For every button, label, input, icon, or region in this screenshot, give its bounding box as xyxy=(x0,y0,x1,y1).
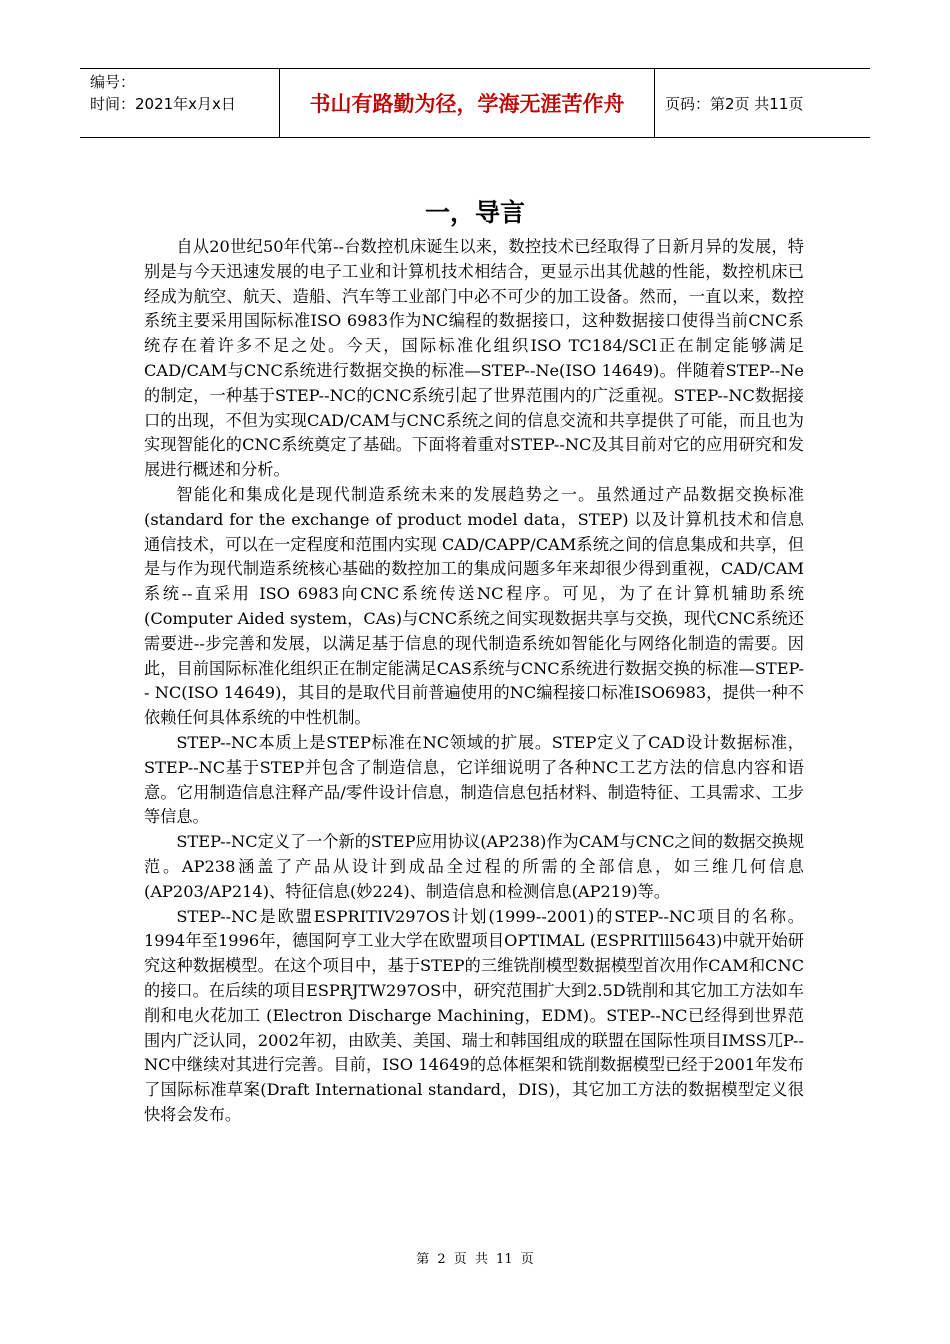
paragraph: STEP--NC本质上是STEP标准在NC领域的扩展。STEP定义了CAD设计数据标准，STEP--NC基于STEP并包含了制造信息，它详细说明了各种NC工艺方法的信息内容和语意。它用制造信息注释产品/零件设计信息，制造信息包括材料、制造特征、工具需求、工步等信息。 xyxy=(144,732,804,827)
header-info xyxy=(80,69,280,137)
document-number-label: 编号： xyxy=(90,73,136,91)
page-footer: 第 2 页 共 11 页 xyxy=(416,1252,534,1267)
page-header xyxy=(80,68,870,138)
document-body xyxy=(144,235,804,1128)
paragraph: STEP--NC定义了一个新的STEP应用协议(AP238)作为CAM与CNC之间的数据交换规范。AP238涵盖了产品从设计到成品全过程的所需的全部信息，如三维几何信息(AP203/AP214)、特征信息(妙224)、制造信息和检测信息(AP219)等。 xyxy=(144,832,805,901)
paragraph: STEP--NC是欧盟ESPRITIV297OS计划(1999--2001)的STEP--NC项目的名称。1994年至1996年，德国阿亨工业大学在欧盟项目OPTIMAL (ESPRITlll5643)中就开始研究这种数据模型。在这个项目中，基于STEP的三维铣削模型数据模型首次用作CAM和CNC的接口。在后续的项目ESPRJTW297OS中，研究范围扩大到2.5D铣削和其它加工方法如车削和电火花加工 (Electron Discharge Machining，EDM)。STEP--NC已经得到世界范围内广泛认同，2002年初，由欧美、美国、瑞士和韩国组成的联盟在国际性项目IMSS兀P--NC中继续对其进行完善。目前，ISO 14649的总体框架和铣削数据模型已经于2001年发布了国际标准草案(Draft International standard，DIS)，其它加工方法的数据模型定义很快将会发布。 xyxy=(144,906,804,1124)
header-page-label: 页码：第2页 共11页 xyxy=(665,94,804,113)
paragraph: 自从20世纪50年代第--台数控机床诞生以来，数控技术已经取得了日新月异的发展，特别是与今天迅速发展的电子工业和计算机技术相结合，更显示出其优越的性能，数控机床已经成为航空、航天、造船、汽车等工业部门中必不可少的加工设备。然而，一直以来，数控系统主要采用国际标准ISO 6983作为NC编程的数据接口，这种数据接口使得当前CNC系统存在着许多不足之处。今天，国际标准化组织ISO TC184/SCl正在制定能够满足CAD/CAM与CNC系统进行数据交换的标准—STEP--Ne(ISO 14649)。伴随着STEP--Ne的制定，一种基于STEP--NC的CNC系统引起了世界范围内的广泛重视。STEP--NC数据接口的出现，不但为实现CAD/CAM与CNC系统之间的信息交流和共享提供了可能，而且也为实现智能化的CNC系统奠定了基础。下面将着重对STEP--NC及其目前对它的应用研究和发展进行概述和分析。 xyxy=(144,237,804,480)
section-title: 一，导言 xyxy=(424,198,525,227)
paragraph: 智能化和集成化是现代制造系统未来的发展趋势之一。虽然通过产品数据交换标准 (standard for the exchange of product model data，STEP) 以及计算机技术和信息通信技术，可以在一定程度和范围内实现 CAD/CAPP/CAM系统之间的信息集成和共享，但是与作为现代制造系统核心基础的数控加工的集成问题多年来却很少得到重视，CAD/CAM系统--直采用 ISO 6983向CNC系统传送NC程序。可见，为了在计算机辅助系统 (Computer Aided system，CAs)与CNC系统之间实现数据共享与交换，现代CNC系统还需要进--步完善和发展，以满足基于信息的现代制造系统如智能化与网络化制造的需要。因此，目前国际标准化组织正在制定能满足CAS系统与CNC系统进行数据交换的标准—STEP-- NC(ISO 14649)，其目的是取代目前普遍使用的NC编程接口标准ISO6983，提供一种不依赖任何具体系统的中性机制。 xyxy=(144,484,804,728)
document-time-label: 时间：2021年x月x日 xyxy=(90,95,236,113)
header-motto: 书山有路勤为径，学海无涯苦作舟 xyxy=(280,69,655,137)
